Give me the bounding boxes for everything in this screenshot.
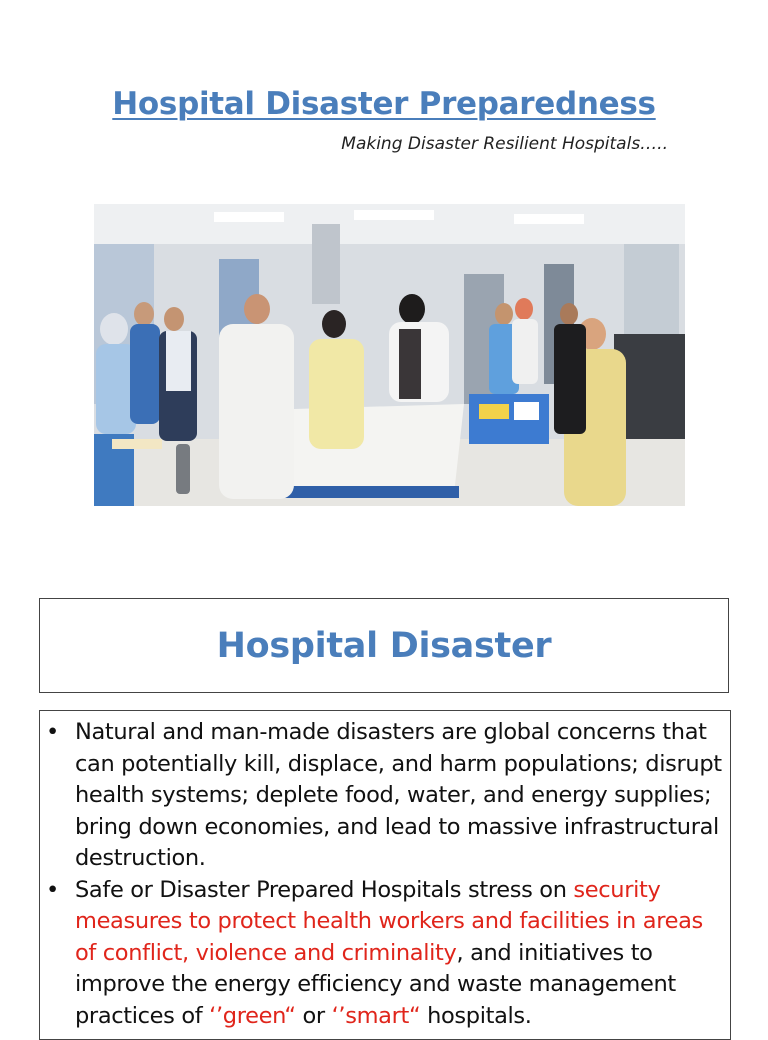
- highlight-text: ‘’green“: [209, 1002, 296, 1029]
- hospital-ward-photo: [94, 204, 685, 506]
- bullet-text: Natural and man-made disasters are global concerns that can potentially kill, displace, and harm populations; disrupt health systems; deplete food, water, and energy supplies; bring down economies, and lead to massive infrastructural destruction.: [75, 719, 722, 871]
- section-title-box: [39, 598, 729, 693]
- section-title: Hospital Disaster: [216, 625, 552, 666]
- highlight-text: ‘’smart“: [331, 1002, 421, 1029]
- bullet-text-part: , and initiatives to improve the energy efficiency and waste management practices of: [75, 939, 676, 1029]
- bullet-item: [40, 875, 730, 1033]
- bullet-list: [40, 711, 730, 1032]
- bullet-text-part: or: [295, 1002, 332, 1029]
- bullet-text-part: Safe or Disaster Prepared Hospitals stress on: [75, 876, 574, 903]
- page-title: Hospital Disaster Preparedness: [112, 86, 656, 122]
- highlight-text: security measures to protect health workers and facilities in areas of conflict, violence and criminality: [75, 876, 703, 966]
- content-box: [39, 710, 731, 1040]
- bullet-item: [40, 717, 730, 875]
- page-subtitle: Making Disaster Resilient Hospitals…..: [341, 134, 668, 154]
- bullet-text-part: hospitals.: [420, 1002, 532, 1029]
